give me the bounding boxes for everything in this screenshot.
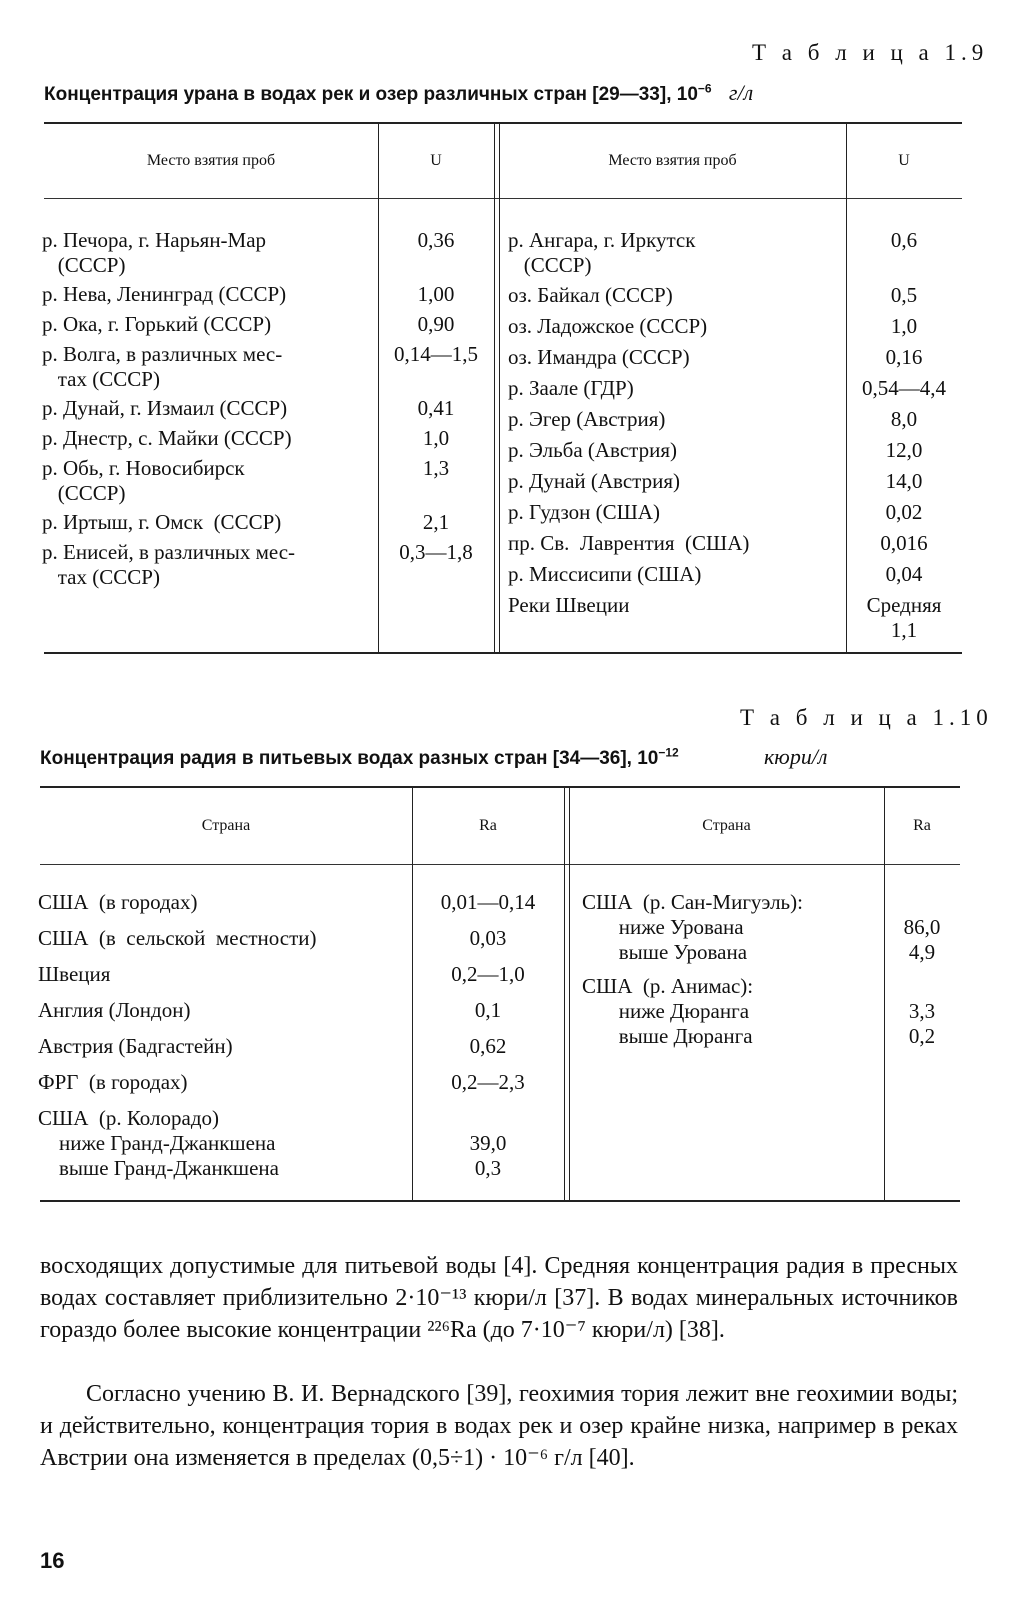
table-1-9-divider bbox=[378, 122, 379, 652]
table-cell-place: Австрия (Бадгастейн) bbox=[38, 1034, 233, 1058]
table-1-9-divider bbox=[494, 122, 495, 652]
table-1-10-bottom-rule bbox=[40, 1200, 960, 1202]
table-cell-value: 0,54—4,4 bbox=[862, 376, 946, 400]
table-cell-value: 0,6 bbox=[890, 228, 918, 252]
table-cell-place: р. Дунай (Австрия) bbox=[508, 469, 680, 493]
table-cell-value: 1,00 bbox=[417, 282, 455, 306]
table-cell-place: Англия (Лондон) bbox=[38, 998, 191, 1022]
table-cell-place: оз. Имандра (СССР) bbox=[508, 345, 690, 369]
table-cell-value: 1,0 bbox=[890, 314, 918, 338]
table-cell-place: р. Ока, г. Горький (СССР) bbox=[42, 312, 272, 336]
table-cell-value: 0,62 bbox=[469, 1034, 507, 1058]
table-cell-place: ФРГ (в городах) bbox=[38, 1070, 188, 1094]
table-cell-value: 1,0 bbox=[422, 426, 450, 450]
table-cell-place: США (в сельской местности) bbox=[38, 926, 317, 950]
table-cell-place: р. Иртыш, г. Омск (СССР) bbox=[42, 510, 282, 534]
table-cell-value: 0,03 bbox=[469, 926, 507, 950]
table-1-10-title bbox=[40, 744, 828, 770]
page-number: 16 bbox=[40, 1548, 65, 1573]
table-1-10-title-unit: кюри/л bbox=[764, 744, 828, 769]
table-1-9-header-u-left: U bbox=[430, 152, 442, 169]
table-cell-place: р. Ангара, г. Иркутск (СССР) bbox=[508, 228, 696, 277]
table-1-10-divider bbox=[564, 786, 565, 1200]
table-cell-place: р. Волга, в различных мес- тах (СССР) bbox=[42, 342, 283, 391]
table-cell-place: р. Гудзон (США) bbox=[508, 500, 660, 524]
table-cell-value: 0,90 bbox=[417, 312, 455, 336]
table-cell-place: оз. Байкал (СССР) bbox=[508, 283, 673, 307]
table-cell-value: 12,0 bbox=[885, 438, 923, 462]
table-cell-value: 0,01—0,14 bbox=[440, 890, 536, 914]
table-cell-place: р. Эльба (Австрия) bbox=[508, 438, 677, 462]
table-1-9-top-rule bbox=[44, 122, 962, 124]
table-1-10-title-text: Концентрация радия в питьевых водах разных стран [34—36], 10 bbox=[40, 748, 659, 769]
table-cell-value: 0,1 bbox=[474, 998, 502, 1022]
table-cell-value: 0,5 bbox=[890, 283, 918, 307]
table-1-10-header-ra-left: Ra bbox=[479, 817, 497, 834]
table-cell-value: 0,016 bbox=[880, 531, 928, 555]
body-paragraph: восходящих допустимые для питьевой воды [4]. Средняя концентрация радия в пресных водах составляет приблизительно 2·10⁻¹³ кюри/л [37]. В водах минеральных источников гораздо более высокие концентрации ²²⁶Ra (до 7·10⁻⁷ кюри/л) [38]. bbox=[40, 1253, 958, 1343]
table-1-10-top-rule bbox=[40, 786, 960, 788]
table-cell-place: оз. Ладожское (СССР) bbox=[508, 314, 708, 338]
table-1-9-header-place-right: Место взятия проб bbox=[608, 152, 737, 169]
table-cell-value: 3,3 0,2 bbox=[908, 999, 936, 1048]
table-cell-value: 2,1 bbox=[422, 510, 450, 534]
table-1-9-header-u-right: U bbox=[898, 152, 910, 169]
table-1-9-bottom-rule bbox=[44, 652, 962, 654]
table-cell-value: 8,0 bbox=[890, 407, 918, 431]
table-1-9-title-unit: г/л bbox=[728, 80, 754, 105]
table-cell-place: США (р. Колорадо) ниже Гранд-Джанкшена выше Гранд-Джанкшена bbox=[38, 1106, 279, 1180]
table-cell-place: США (р. Анимас): ниже Дюранга выше Дюранга bbox=[582, 974, 754, 1048]
table-cell-value: 0,41 bbox=[417, 396, 455, 420]
table-cell-place: р. Обь, г. Новосибирск (СССР) bbox=[42, 456, 245, 505]
table-1-9-header-rule bbox=[44, 198, 962, 199]
table-cell-place: р. Нева, Ленинград (СССР) bbox=[42, 282, 287, 306]
table-cell-place: Реки Швеции bbox=[508, 593, 630, 617]
table-cell-place: пр. Св. Лаврентия (США) bbox=[508, 531, 750, 555]
table-cell-place: р. Дунай, г. Измаил (СССР) bbox=[42, 396, 288, 420]
table-cell-value: 86,0 4,9 bbox=[903, 915, 941, 964]
table-cell-value: 0,04 bbox=[885, 562, 923, 586]
table-cell-value: 0,16 bbox=[885, 345, 923, 369]
table-cell-place: США (р. Сан-Мигуэль): ниже Урована выше Урована bbox=[582, 890, 803, 964]
table-1-9-title-exponent: −6 bbox=[697, 81, 712, 96]
table-cell-place: р. Миссисипи (США) bbox=[508, 562, 702, 586]
table-1-10-divider bbox=[569, 786, 570, 1200]
table-1-10-header-country-left: Страна bbox=[201, 817, 251, 834]
table-1-10-header-country-right: Страна bbox=[702, 817, 751, 834]
table-cell-value: 0,14—1,5 bbox=[394, 342, 478, 366]
table-1-10-header-ra-right: Ra bbox=[913, 817, 931, 834]
table-cell-value: 0,02 bbox=[885, 500, 923, 524]
table-cell-value: 1,3 bbox=[422, 456, 450, 480]
table-cell-value: 0,36 bbox=[417, 228, 455, 252]
table-1-9-divider bbox=[499, 122, 500, 652]
table-1-10-title-exponent: −12 bbox=[658, 745, 679, 760]
table-cell-value: 0,3—1,8 bbox=[399, 540, 473, 564]
table-cell-place: р. Заале (ГДР) bbox=[508, 376, 634, 400]
table-cell-place: США (в городах) bbox=[38, 890, 198, 914]
table-cell-place: р. Енисей, в различных мес- тах (СССР) bbox=[42, 540, 296, 589]
table-1-9-title bbox=[44, 80, 753, 106]
table-cell-value: Средняя 1,1 bbox=[866, 593, 942, 642]
table-cell-value: 0,2—2,3 bbox=[451, 1070, 525, 1094]
table-1-10-label: Т а б л и ц а 1.10 bbox=[740, 705, 993, 730]
table-cell-place: Швеция bbox=[38, 962, 111, 986]
table-cell-value: 14,0 bbox=[885, 469, 923, 493]
body-paragraph: Согласно учению В. И. Вернадского [39], геохимия тория лежит вне геохимии воды; и действительно, концентрация тория в водах рек и озер крайне низка, например в реках Австрии она изменяется в пределах (0,5÷1) · 10⁻⁶ г/л [40]. bbox=[40, 1381, 958, 1471]
table-1-9-label: Т а б л и ц а 1.9 bbox=[752, 40, 989, 65]
table-1-9-header-place-left: Место взятия проб bbox=[146, 152, 276, 169]
table-1-10-header-rule bbox=[40, 864, 960, 865]
table-cell-value: 0,2—1,0 bbox=[451, 962, 525, 986]
table-cell-place: р. Печора, г. Нарьян-Мар (СССР) bbox=[42, 228, 267, 277]
table-cell-place: р. Днестр, с. Майки (СССР) bbox=[42, 426, 292, 450]
table-1-9-title-text: Концентрация урана в водах рек и озер различных стран [29—33], 10 bbox=[44, 84, 698, 105]
table-cell-place: р. Эгер (Австрия) bbox=[508, 407, 666, 431]
table-cell-value: 39,0 0,3 bbox=[469, 1131, 507, 1180]
